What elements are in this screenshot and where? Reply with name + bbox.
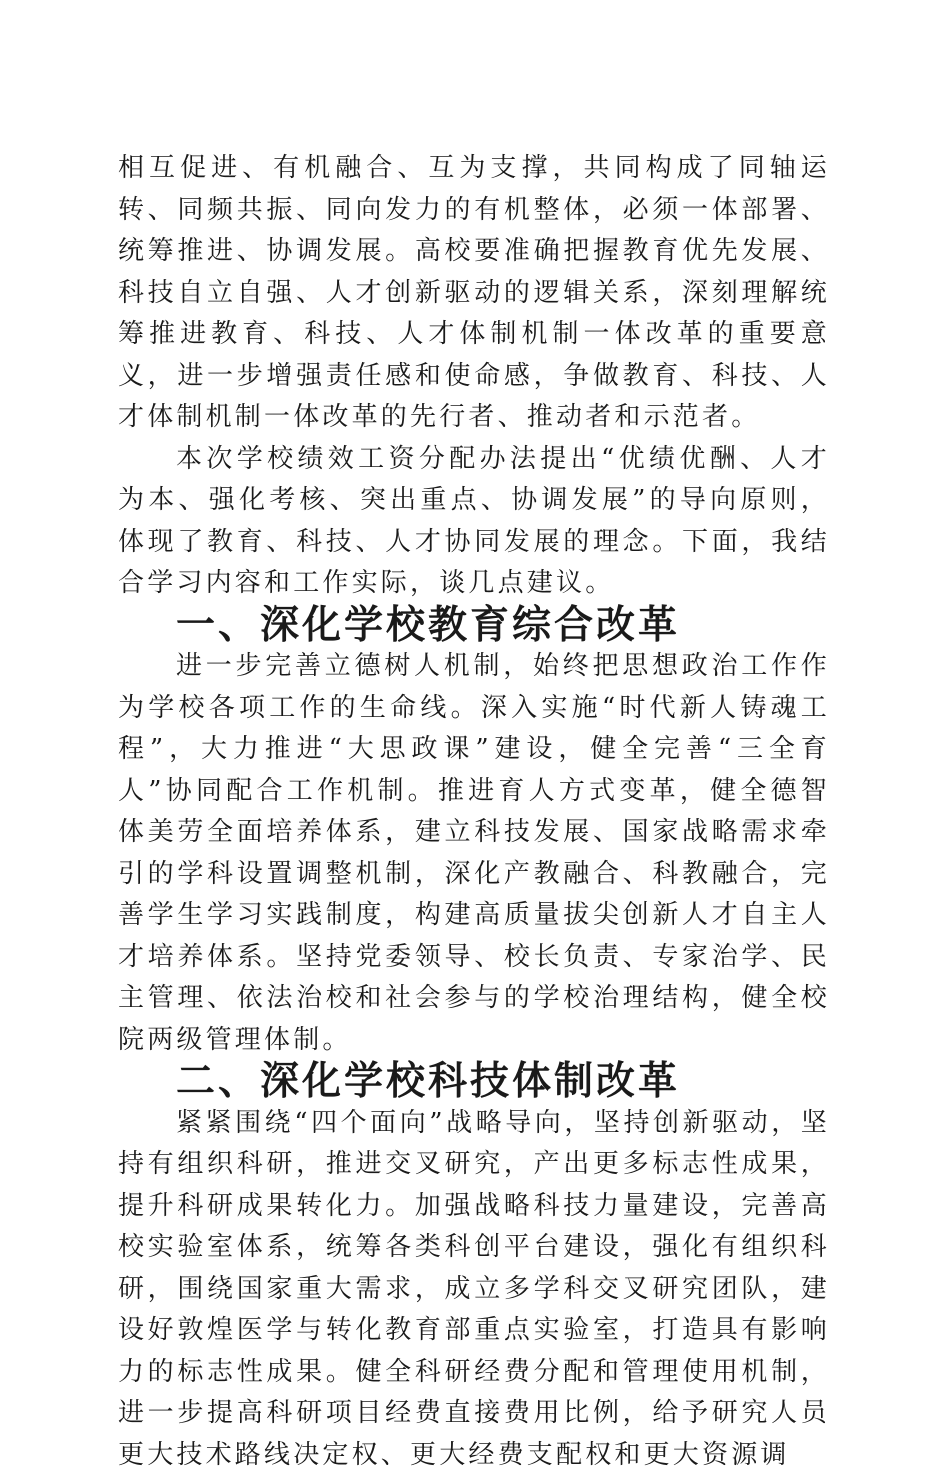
paragraph-principles: 本次学校绩效工资分配办法提出“优绩优酬、人才为本、强化考核、突出重点、协调发展”的导向原则，体现了教育、科技、人才协同发展的理念。下面，我结合学习内容和工作实际，谈几点建议。: [118, 439, 830, 605]
section-body-technology-reform: 紧紧围绕“四个面向”战略导向，坚持创新驱动，坚持有组织科研，推进交叉研究，产出更多标志性成果，提升科研成果转化力。加强战略科技力量建设，完善高校实验室体系，统筹各类科创平台建设，强化有组织科研，围绕国家重大需求，成立多学科交叉研究团队，建设好敦煌医学与转化教育部重点实验室，打造具有影响力的标志性成果。健全科研经费分配和管理使用机制，进一步提高科研项目经费直接费用比例，给予研究人员更大技术路线决定权、更大经费支配权和更大资源调: [118, 1103, 830, 1476]
paragraph-continuation: 相互促进、有机融合、互为支撑，共同构成了同轴运转、同频共振、同向发力的有机整体，必须一体部署、统筹推进、协调发展。高校要准确把握教育优先发展、科技自立自强、人才创新驱动的逻辑关系，深刻理解统筹推进教育、科技、人才体制机制一体改革的重要意义，进一步增强责任感和使命感，争做教育、科技、人才体制机制一体改革的先行者、推动者和示范者。: [118, 148, 830, 439]
document-page: [118, 148, 830, 1476]
section-heading-technology-reform: 二、深化学校科技体制改革: [118, 1061, 830, 1103]
section-body-education-reform: 进一步完善立德树人机制，始终把思想政治工作作为学校各项工作的生命线。深入实施“时代新人铸魂工程”，大力推进“大思政课”建设，健全完善“三全育人”协同配合工作机制。推进育人方式变革，健全德智体美劳全面培养体系，建立科技发展、国家战略需求牵引的学科设置调整机制，深化产教融合、科教融合，完善学生学习实践制度，构建高质量拔尖创新人才自主人才培养体系。坚持党委领导、校长负责、专家治学、民主管理、依法治校和社会参与的学校治理结构，健全校院两级管理体制。: [118, 646, 830, 1061]
section-heading-education-reform: 一、深化学校教育综合改革: [118, 605, 830, 647]
